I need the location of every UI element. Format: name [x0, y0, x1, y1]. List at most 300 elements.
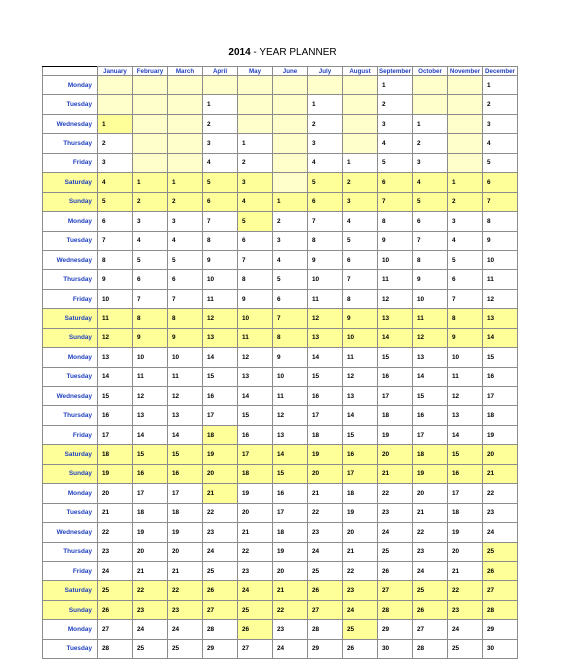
date-cell[interactable]: 9	[308, 250, 343, 269]
date-cell[interactable]: 10	[483, 250, 518, 269]
date-cell[interactable]: 5	[133, 250, 168, 269]
date-cell[interactable]: 26	[98, 600, 133, 619]
date-cell[interactable]: 21	[238, 523, 273, 542]
date-cell[interactable]: 15	[343, 425, 378, 444]
date-cell[interactable]: 16	[448, 464, 483, 483]
date-cell[interactable]: 24	[308, 542, 343, 561]
date-cell[interactable]: 19	[168, 523, 203, 542]
date-cell[interactable]: 17	[483, 387, 518, 406]
date-cell[interactable]: 1	[273, 192, 308, 211]
date-cell[interactable]	[133, 76, 168, 95]
date-cell[interactable]	[448, 153, 483, 172]
date-cell[interactable]: 5	[378, 153, 413, 172]
date-cell[interactable]: 28	[413, 639, 448, 658]
date-cell[interactable]: 15	[308, 367, 343, 386]
date-cell[interactable]: 5	[98, 192, 133, 211]
date-cell[interactable]: 5	[343, 231, 378, 250]
date-cell[interactable]: 12	[203, 309, 238, 328]
date-cell[interactable]	[448, 95, 483, 114]
date-cell[interactable]	[413, 76, 448, 95]
date-cell[interactable]: 21	[483, 464, 518, 483]
date-cell[interactable]: 7	[378, 192, 413, 211]
date-cell[interactable]: 11	[483, 270, 518, 289]
date-cell[interactable]: 5	[168, 250, 203, 269]
date-cell[interactable]: 25	[413, 581, 448, 600]
date-cell[interactable]: 9	[273, 348, 308, 367]
date-cell[interactable]: 22	[378, 484, 413, 503]
date-cell[interactable]: 22	[273, 600, 308, 619]
date-cell[interactable]: 23	[203, 523, 238, 542]
date-cell[interactable]: 14	[168, 425, 203, 444]
date-cell[interactable]: 30	[378, 639, 413, 658]
date-cell[interactable]	[273, 95, 308, 114]
date-cell[interactable]: 15	[133, 445, 168, 464]
date-cell[interactable]: 14	[448, 425, 483, 444]
date-cell[interactable]: 16	[273, 484, 308, 503]
date-cell[interactable]: 1	[168, 173, 203, 192]
date-cell[interactable]: 22	[203, 503, 238, 522]
date-cell[interactable]: 23	[238, 561, 273, 580]
date-cell[interactable]: 10	[308, 270, 343, 289]
date-cell[interactable]	[343, 95, 378, 114]
date-cell[interactable]: 2	[273, 212, 308, 231]
date-cell[interactable]: 1	[448, 173, 483, 192]
date-cell[interactable]: 11	[448, 367, 483, 386]
date-cell[interactable]	[238, 95, 273, 114]
date-cell[interactable]: 2	[483, 95, 518, 114]
date-cell[interactable]: 12	[378, 289, 413, 308]
date-cell[interactable]: 11	[378, 270, 413, 289]
date-cell[interactable]: 17	[448, 484, 483, 503]
date-cell[interactable]: 5	[203, 173, 238, 192]
date-cell[interactable]: 21	[98, 503, 133, 522]
date-cell[interactable]	[343, 114, 378, 133]
date-cell[interactable]: 18	[448, 503, 483, 522]
date-cell[interactable]: 9	[168, 328, 203, 347]
date-cell[interactable]: 20	[168, 542, 203, 561]
date-cell[interactable]: 14	[98, 367, 133, 386]
date-cell[interactable]: 17	[168, 484, 203, 503]
date-cell[interactable]: 24	[483, 523, 518, 542]
date-cell[interactable]	[168, 76, 203, 95]
date-cell[interactable]: 13	[98, 348, 133, 367]
date-cell[interactable]: 6	[203, 192, 238, 211]
date-cell[interactable]: 4	[238, 192, 273, 211]
date-cell[interactable]: 12	[238, 348, 273, 367]
date-cell[interactable]: 27	[413, 620, 448, 639]
date-cell[interactable]: 14	[308, 348, 343, 367]
date-cell[interactable]: 6	[98, 212, 133, 231]
date-cell[interactable]: 11	[203, 289, 238, 308]
date-cell[interactable]	[273, 114, 308, 133]
date-cell[interactable]: 26	[413, 600, 448, 619]
date-cell[interactable]	[133, 114, 168, 133]
date-cell[interactable]: 21	[448, 561, 483, 580]
date-cell[interactable]: 10	[378, 250, 413, 269]
date-cell[interactable]: 20	[378, 445, 413, 464]
date-cell[interactable]: 21	[203, 484, 238, 503]
date-cell[interactable]: 10	[273, 367, 308, 386]
date-cell[interactable]	[238, 114, 273, 133]
date-cell[interactable]: 3	[273, 231, 308, 250]
date-cell[interactable]: 3	[238, 173, 273, 192]
date-cell[interactable]: 16	[483, 367, 518, 386]
date-cell[interactable]: 25	[98, 581, 133, 600]
date-cell[interactable]: 4	[133, 231, 168, 250]
date-cell[interactable]: 23	[483, 503, 518, 522]
date-cell[interactable]: 19	[343, 503, 378, 522]
date-cell[interactable]: 5	[273, 270, 308, 289]
date-cell[interactable]: 20	[238, 503, 273, 522]
date-cell[interactable]: 21	[273, 581, 308, 600]
date-cell[interactable]: 20	[133, 542, 168, 561]
date-cell[interactable]: 7	[203, 212, 238, 231]
date-cell[interactable]: 3	[343, 192, 378, 211]
date-cell[interactable]: 19	[273, 542, 308, 561]
date-cell[interactable]: 4	[448, 231, 483, 250]
date-cell[interactable]: 12	[273, 406, 308, 425]
date-cell[interactable]: 22	[238, 542, 273, 561]
date-cell[interactable]: 13	[133, 406, 168, 425]
date-cell[interactable]: 19	[308, 445, 343, 464]
date-cell[interactable]: 11	[413, 309, 448, 328]
date-cell[interactable]: 2	[133, 192, 168, 211]
date-cell[interactable]: 26	[378, 561, 413, 580]
date-cell[interactable]: 6	[133, 270, 168, 289]
date-cell[interactable]: 24	[238, 581, 273, 600]
date-cell[interactable]: 25	[343, 620, 378, 639]
date-cell[interactable]: 8	[308, 231, 343, 250]
date-cell[interactable]	[98, 76, 133, 95]
date-cell[interactable]: 7	[133, 289, 168, 308]
date-cell[interactable]: 20	[413, 484, 448, 503]
date-cell[interactable]: 14	[413, 367, 448, 386]
date-cell[interactable]: 1	[203, 95, 238, 114]
date-cell[interactable]: 24	[448, 620, 483, 639]
date-cell[interactable]	[448, 134, 483, 153]
date-cell[interactable]: 4	[483, 134, 518, 153]
date-cell[interactable]: 5	[483, 153, 518, 172]
date-cell[interactable]: 16	[168, 464, 203, 483]
date-cell[interactable]: 4	[168, 231, 203, 250]
date-cell[interactable]: 3	[378, 114, 413, 133]
date-cell[interactable]: 12	[308, 309, 343, 328]
date-cell[interactable]: 11	[273, 387, 308, 406]
date-cell[interactable]: 24	[168, 620, 203, 639]
date-cell[interactable]	[273, 173, 308, 192]
date-cell[interactable]: 23	[413, 542, 448, 561]
date-cell[interactable]: 25	[448, 639, 483, 658]
date-cell[interactable]: 18	[168, 503, 203, 522]
date-cell[interactable]: 28	[483, 600, 518, 619]
date-cell[interactable]: 3	[448, 212, 483, 231]
date-cell[interactable]: 8	[343, 289, 378, 308]
date-cell[interactable]: 8	[98, 250, 133, 269]
date-cell[interactable]: 10	[448, 348, 483, 367]
date-cell[interactable]: 5	[308, 173, 343, 192]
date-cell[interactable]: 16	[98, 406, 133, 425]
date-cell[interactable]: 5	[238, 212, 273, 231]
date-cell[interactable]: 26	[343, 639, 378, 658]
date-cell[interactable]: 10	[238, 309, 273, 328]
date-cell[interactable]: 3	[133, 212, 168, 231]
date-cell[interactable]: 17	[343, 464, 378, 483]
date-cell[interactable]: 8	[448, 309, 483, 328]
date-cell[interactable]: 24	[378, 523, 413, 542]
date-cell[interactable]: 10	[413, 289, 448, 308]
date-cell[interactable]: 29	[203, 639, 238, 658]
date-cell[interactable]: 16	[238, 425, 273, 444]
date-cell[interactable]: 23	[448, 600, 483, 619]
date-cell[interactable]: 5	[448, 250, 483, 269]
date-cell[interactable]: 13	[448, 406, 483, 425]
date-cell[interactable]: 3	[483, 114, 518, 133]
date-cell[interactable]: 12	[343, 367, 378, 386]
date-cell[interactable]: 17	[133, 484, 168, 503]
date-cell[interactable]: 2	[238, 153, 273, 172]
date-cell[interactable]: 18	[133, 503, 168, 522]
date-cell[interactable]: 18	[413, 445, 448, 464]
date-cell[interactable]: 2	[378, 95, 413, 114]
date-cell[interactable]: 22	[133, 581, 168, 600]
date-cell[interactable]: 8	[483, 212, 518, 231]
date-cell[interactable]: 26	[238, 620, 273, 639]
date-cell[interactable]: 23	[343, 581, 378, 600]
date-cell[interactable]: 12	[413, 328, 448, 347]
date-cell[interactable]: 9	[413, 270, 448, 289]
date-cell[interactable]: 11	[238, 328, 273, 347]
date-cell[interactable]: 7	[308, 212, 343, 231]
date-cell[interactable]: 8	[203, 231, 238, 250]
date-cell[interactable]: 25	[203, 561, 238, 580]
date-cell[interactable]: 10	[343, 328, 378, 347]
date-cell[interactable]: 17	[378, 387, 413, 406]
date-cell[interactable]: 28	[308, 620, 343, 639]
date-cell[interactable]	[343, 134, 378, 153]
date-cell[interactable]: 27	[308, 600, 343, 619]
date-cell[interactable]: 13	[378, 309, 413, 328]
date-cell[interactable]	[203, 76, 238, 95]
date-cell[interactable]: 1	[413, 114, 448, 133]
date-cell[interactable]: 16	[343, 445, 378, 464]
date-cell[interactable]	[308, 76, 343, 95]
date-cell[interactable]: 26	[483, 561, 518, 580]
date-cell[interactable]: 18	[238, 464, 273, 483]
date-cell[interactable]: 9	[343, 309, 378, 328]
date-cell[interactable]: 20	[203, 464, 238, 483]
date-cell[interactable]: 9	[448, 328, 483, 347]
date-cell[interactable]: 1	[378, 76, 413, 95]
date-cell[interactable]: 10	[98, 289, 133, 308]
date-cell[interactable]: 14	[273, 445, 308, 464]
date-cell[interactable]: 4	[203, 153, 238, 172]
date-cell[interactable]: 25	[133, 639, 168, 658]
date-cell[interactable]: 22	[98, 523, 133, 542]
date-cell[interactable]: 22	[413, 523, 448, 542]
date-cell[interactable]: 6	[378, 173, 413, 192]
date-cell[interactable]: 7	[343, 270, 378, 289]
date-cell[interactable]: 19	[133, 523, 168, 542]
date-cell[interactable]: 15	[238, 406, 273, 425]
date-cell[interactable]: 20	[308, 464, 343, 483]
date-cell[interactable]: 19	[238, 484, 273, 503]
date-cell[interactable]: 1	[308, 95, 343, 114]
date-cell[interactable]: 3	[168, 212, 203, 231]
date-cell[interactable]: 7	[273, 309, 308, 328]
date-cell[interactable]: 27	[483, 581, 518, 600]
date-cell[interactable]: 16	[133, 464, 168, 483]
date-cell[interactable]: 19	[413, 464, 448, 483]
date-cell[interactable]: 14	[238, 387, 273, 406]
date-cell[interactable]: 14	[378, 328, 413, 347]
date-cell[interactable]: 14	[483, 328, 518, 347]
date-cell[interactable]: 27	[203, 600, 238, 619]
date-cell[interactable]: 9	[203, 250, 238, 269]
date-cell[interactable]: 13	[343, 387, 378, 406]
date-cell[interactable]	[448, 76, 483, 95]
date-cell[interactable]: 20	[273, 561, 308, 580]
date-cell[interactable]: 21	[133, 561, 168, 580]
date-cell[interactable]: 1	[483, 76, 518, 95]
date-cell[interactable]: 21	[168, 561, 203, 580]
date-cell[interactable]: 14	[343, 406, 378, 425]
date-cell[interactable]: 15	[273, 464, 308, 483]
date-cell[interactable]: 3	[98, 153, 133, 172]
date-cell[interactable]: 6	[308, 192, 343, 211]
date-cell[interactable]: 6	[273, 289, 308, 308]
date-cell[interactable]: 8	[273, 328, 308, 347]
date-cell[interactable]: 13	[308, 328, 343, 347]
date-cell[interactable]: 14	[133, 425, 168, 444]
date-cell[interactable]	[273, 134, 308, 153]
date-cell[interactable]: 17	[203, 406, 238, 425]
date-cell[interactable]: 18	[483, 406, 518, 425]
date-cell[interactable]: 7	[413, 231, 448, 250]
date-cell[interactable]: 6	[168, 270, 203, 289]
date-cell[interactable]: 11	[168, 367, 203, 386]
date-cell[interactable]: 23	[378, 503, 413, 522]
date-cell[interactable]: 24	[203, 542, 238, 561]
date-cell[interactable]: 9	[378, 231, 413, 250]
date-cell[interactable]: 17	[238, 445, 273, 464]
date-cell[interactable]: 8	[133, 309, 168, 328]
date-cell[interactable]: 1	[238, 134, 273, 153]
date-cell[interactable]: 20	[483, 445, 518, 464]
date-cell[interactable]: 9	[98, 270, 133, 289]
date-cell[interactable]: 3	[308, 134, 343, 153]
date-cell[interactable]: 24	[133, 620, 168, 639]
date-cell[interactable]: 26	[308, 581, 343, 600]
date-cell[interactable]	[343, 76, 378, 95]
date-cell[interactable]: 17	[98, 425, 133, 444]
date-cell[interactable]: 28	[378, 600, 413, 619]
date-cell[interactable]: 19	[378, 425, 413, 444]
date-cell[interactable]: 10	[168, 348, 203, 367]
date-cell[interactable]: 9	[133, 328, 168, 347]
date-cell[interactable]: 22	[168, 581, 203, 600]
date-cell[interactable]: 18	[273, 523, 308, 542]
date-cell[interactable]: 18	[98, 445, 133, 464]
date-cell[interactable]: 13	[273, 425, 308, 444]
date-cell[interactable]: 25	[378, 542, 413, 561]
date-cell[interactable]: 18	[203, 425, 238, 444]
date-cell[interactable]: 15	[413, 387, 448, 406]
date-cell[interactable]	[168, 134, 203, 153]
date-cell[interactable]: 2	[308, 114, 343, 133]
date-cell[interactable]: 11	[133, 367, 168, 386]
date-cell[interactable]: 19	[448, 523, 483, 542]
date-cell[interactable]: 2	[98, 134, 133, 153]
date-cell[interactable]: 29	[483, 620, 518, 639]
date-cell[interactable]: 9	[483, 231, 518, 250]
date-cell[interactable]: 4	[378, 134, 413, 153]
date-cell[interactable]: 19	[203, 445, 238, 464]
date-cell[interactable]: 23	[273, 620, 308, 639]
date-cell[interactable]: 18	[343, 484, 378, 503]
date-cell[interactable]: 20	[98, 484, 133, 503]
date-cell[interactable]: 22	[483, 484, 518, 503]
date-cell[interactable]: 22	[308, 503, 343, 522]
date-cell[interactable]: 3	[413, 153, 448, 172]
date-cell[interactable]: 21	[378, 464, 413, 483]
date-cell[interactable]: 20	[448, 542, 483, 561]
date-cell[interactable]: 15	[168, 445, 203, 464]
date-cell[interactable]: 13	[203, 328, 238, 347]
date-cell[interactable]: 13	[238, 367, 273, 386]
date-cell[interactable]: 16	[203, 387, 238, 406]
date-cell[interactable]: 2	[413, 134, 448, 153]
date-cell[interactable]: 8	[378, 212, 413, 231]
date-cell[interactable]: 4	[343, 212, 378, 231]
date-cell[interactable]: 14	[203, 348, 238, 367]
date-cell[interactable]: 28	[203, 620, 238, 639]
date-cell[interactable]: 7	[448, 289, 483, 308]
date-cell[interactable]: 10	[203, 270, 238, 289]
date-cell[interactable]	[273, 153, 308, 172]
date-cell[interactable]: 22	[343, 561, 378, 580]
date-cell[interactable]: 13	[483, 309, 518, 328]
date-cell[interactable]	[448, 114, 483, 133]
date-cell[interactable]: 29	[308, 639, 343, 658]
date-cell[interactable]: 11	[308, 289, 343, 308]
date-cell[interactable]: 17	[273, 503, 308, 522]
date-cell[interactable]: 13	[168, 406, 203, 425]
date-cell[interactable]: 1	[343, 153, 378, 172]
date-cell[interactable]: 27	[378, 581, 413, 600]
date-cell[interactable]: 16	[308, 387, 343, 406]
date-cell[interactable]: 24	[273, 639, 308, 658]
date-cell[interactable]: 17	[413, 425, 448, 444]
date-cell[interactable]: 24	[413, 561, 448, 580]
date-cell[interactable]: 21	[413, 503, 448, 522]
date-cell[interactable]: 12	[133, 387, 168, 406]
date-cell[interactable]: 29	[378, 620, 413, 639]
date-cell[interactable]: 16	[378, 367, 413, 386]
date-cell[interactable]: 15	[98, 387, 133, 406]
date-cell[interactable]: 12	[168, 387, 203, 406]
date-cell[interactable]: 25	[238, 600, 273, 619]
date-cell[interactable]: 26	[203, 581, 238, 600]
date-cell[interactable]: 12	[483, 289, 518, 308]
date-cell[interactable]: 6	[483, 173, 518, 192]
date-cell[interactable]: 23	[98, 542, 133, 561]
date-cell[interactable]: 11	[98, 309, 133, 328]
date-cell[interactable]: 4	[308, 153, 343, 172]
date-cell[interactable]: 15	[203, 367, 238, 386]
date-cell[interactable]: 8	[413, 250, 448, 269]
date-cell[interactable]: 12	[448, 387, 483, 406]
date-cell[interactable]: 4	[273, 250, 308, 269]
